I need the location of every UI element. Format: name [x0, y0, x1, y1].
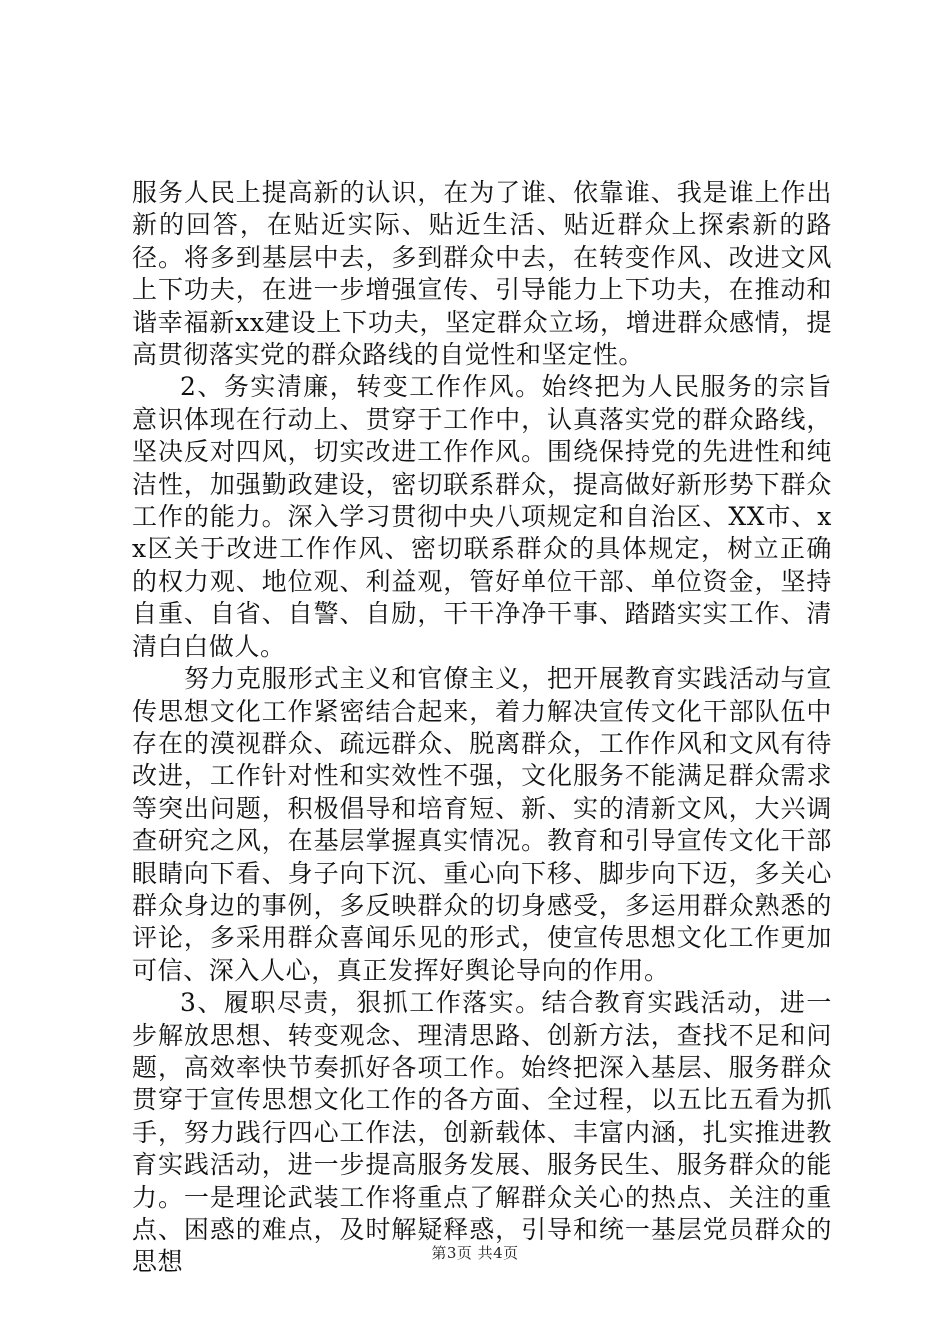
paragraph-continuation: 服务人民上提高新的认识，在为了谁、依靠谁、我是谁上作出新的回答，在贴近实际、贴近生活、贴近群众上探索新的路径。将多到基层中去，多到群众中去，在转变作风、改进文风上下功夫，在进一步增强宣传、引导能力上下功夫，在推动和谐幸福新xx建设上下功夫，坚定群众立场，增进群众感情，提高贯彻落实党的群众路线的自觉性和坚定性。 — [132, 178, 832, 370]
page-footer: 第3页 共4页 — [431, 1244, 519, 1262]
paragraph-overcome-formalism: 努力克服形式主义和官僚主义，把开展教育实践活动与宣传思想文化工作紧密结合起来，着力解决宣传文化干部队伍中存在的漠视群众、疏远群众、脱离群众，工作作风和文风有待改进，工作针对性和实效性不强，文化服务不能满足群众需求等突出问题，积极倡导和培育短、新、实的清新文风，大兴调查研究之风，在基层掌握真实情况。教育和引导宣传文化干部眼睛向下看、身子向下沉、重心向下移、脚步向下迈，多关心群众身边的事例，多反映群众的切身感受，多运用群众熟悉的评论，多采用群众喜闻乐见的形式，使宣传思想文化工作更加可信、深入人心，真正发挥好舆论导向的作用。 — [132, 664, 832, 985]
paragraph-section-3: 3、履职尽责，狠抓工作落实。结合教育实践活动，进一步解放思想、转变观念、理清思路、创新方法，查找不足和问题，高效率快节奏抓好各项工作。始终把深入基层、服务群众贯穿于宣传思想文化工作的各方面、全过程，以五比五看为抓手，努力践行四心工作法，创新载体、丰富内涵，扎实推进教育实践活动，进一步提高服务发展、服务民生、服务群众的能力。一是理论武装工作将重点了解群众关心的热点、关注的重点、困惑的难点，及时解疑释惑，引导和统一基层党员群众的思想 — [132, 988, 832, 1277]
paragraph-section-2: 2、务实清廉，转变工作作风。始终把为人民服务的宗旨意识体现在行动上、贯穿于工作中，认真落实党的群众路线，坚决反对四风，切实改进工作作风。围绕保持党的先进性和纯洁性，加强勤政建设，密切联系群众，提高做好新形势下群众工作的能力。深入学习贯彻中央八项规定和自治区、XX市、xx区关于改进工作作风、密切联系群众的具体规定，树立正确的权力观、地位观、利益观，管好单位干部、单位资金，坚持自重、自省、自警、自励，干干净净干事、踏踏实实工作、清清白白做人。 — [132, 372, 832, 661]
document-body — [132, 177, 832, 1279]
